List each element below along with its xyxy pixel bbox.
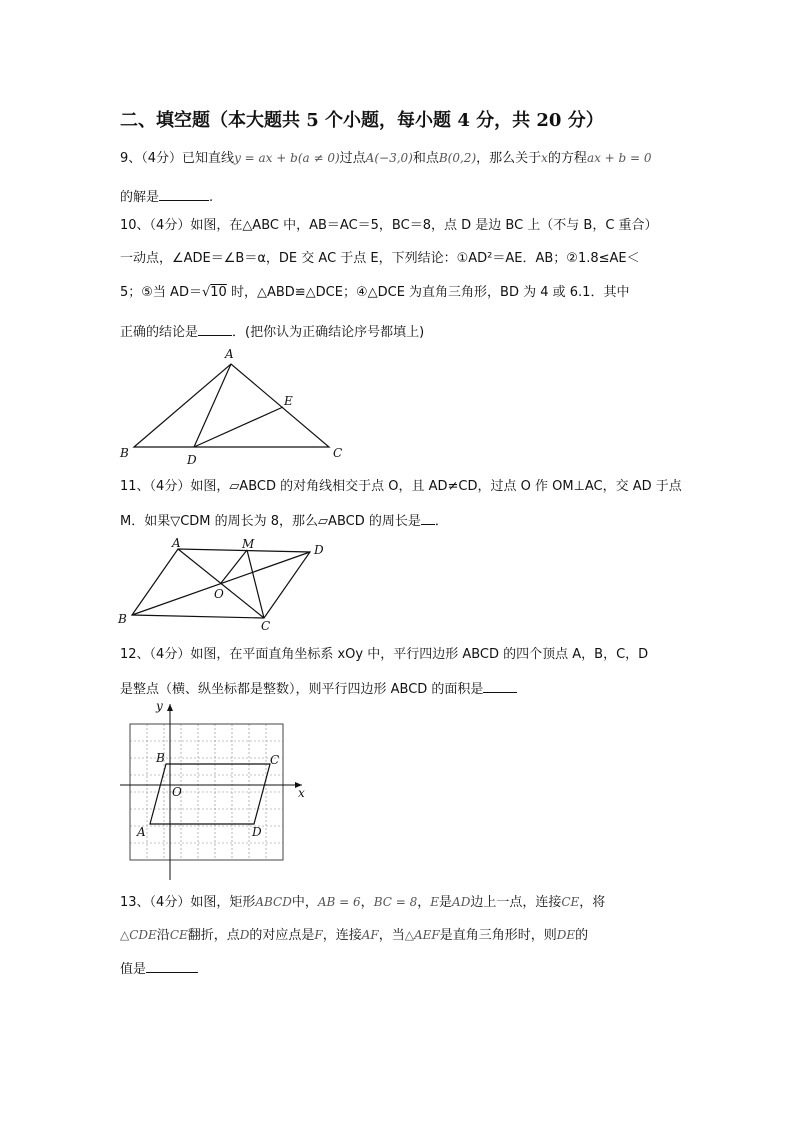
q13-point-f: F [314,928,323,942]
q9-text-5: 的方程 [547,151,587,166]
question-9-line-1 [120,149,652,168]
q13-point-d: D [239,928,250,942]
q13-text-2d: 的对应点是 [249,928,315,943]
label-o: O [214,587,224,601]
label-d: D [314,543,324,557]
q13-sep: ， [360,895,374,910]
q13-text-2f: ，当 [378,928,405,943]
q11-line-1: 11、（4分）如图，▱ABCD 的对角线相交于点 O，且 AD≠CD，过点 O 作 OM⊥AC，交 AD 于点 [120,479,682,494]
q13-line-2 [120,926,588,945]
label-c: C [261,619,271,632]
q13-segment-ce-2: CE [169,928,188,942]
q13-point-e: E [430,895,440,909]
q13-answer-blank[interactable] [146,958,198,973]
q9-text-7: . [209,190,214,205]
q12-answer-blank[interactable] [483,678,517,693]
q13-text-2c: 翻折，点 [187,928,240,943]
label-a: A [225,347,234,361]
label-d: D [252,825,262,839]
label-a: A [137,825,146,839]
q13-text-2b: 沿 [156,928,170,943]
q9-point-a: A(−3,0) [365,151,413,165]
label-b: B [120,446,129,460]
q10-line-3 [120,284,629,302]
q13-side-ad: AD [452,895,471,909]
label-d: D [187,453,197,467]
segment-de [194,407,283,447]
q13-text-1b: 中， [291,895,318,910]
q13-text-2h: 的 [575,928,589,943]
segment-ad [194,364,231,447]
q13-text-2e: ，连接 [322,928,362,943]
q12-line-2-text: 是整点（横、纵坐标都是整数），则平行四边形 ABCD 的面积是 [120,682,484,697]
label-m: M [242,537,255,551]
q10-line-2: 一动点，∠ADE＝∠B＝α，DE 交 AC 于点 E，下列结论：①AD²＝AE．AB；②1.8≤AE＜ [120,251,640,266]
q11-answer-blank[interactable] [421,510,435,525]
q13-text-2g: 是直角三角形时，则 [439,928,557,943]
sqrt-symbol: √ [201,285,211,300]
q9-line-equation: y = ax + b(a ≠ 0) [234,151,340,165]
q13-sep2: ， [417,895,431,910]
q12-line-1: 12、（4分）如图，在平面直角坐标系 xOy 中，平行四边形 ABCD 的四个顶点 A，B，C，D [120,647,649,662]
q13-line-1 [120,893,605,912]
question-9-line-2 [120,186,213,207]
q10-line-1: 10、（4分）如图，在△ABC 中，AB＝AC＝5，BC＝8，点 D 是边 BC 上（不与 B，C 重合） [120,218,658,233]
q9-text-3: 和点 [412,151,439,166]
q10-line-4 [120,321,424,342]
q10-line-4a: 正确的结论是 [120,325,199,340]
diagonal-bd [132,552,310,615]
q13-segment-af: AF [361,928,379,942]
q10-sqrt-value: 10 [210,285,227,300]
q13-segment-de: DE [556,928,576,942]
q11-line-2 [120,510,448,531]
label-y: y [156,699,163,713]
q13-bc-value: BC = 8 [373,895,418,909]
label-c: C [333,446,343,460]
label-x: x [298,786,305,800]
q13-triangle-cde: △CDE [120,928,157,942]
q13-text-1a: 13、（4分）如图，矩形 [120,895,256,910]
q9-number: 9、（4分） [120,151,183,166]
label-a: A [172,536,181,550]
y-axis-arrow [167,704,173,711]
q9-text-2: 过点 [339,151,366,166]
q9-text-4: ，那么关于 [476,151,542,166]
q10-line-3a: 5；⑤当 AD＝ [120,285,202,300]
q9-answer-blank[interactable] [159,186,209,201]
q9-text-1: 已知直线 [182,151,235,166]
q13-triangle-aef: △AEF [404,928,440,942]
triangle-abc [134,364,329,447]
segment-om [221,550,247,583]
q13-text-1e: ，将 [579,895,606,910]
q13-line-3 [120,958,198,979]
q11-line-2b: ． [434,514,448,529]
q13-segment-ce: CE [561,895,580,909]
q9-var-x: x [541,151,548,165]
q13-rect-abcd: ABCD [255,895,292,909]
q11-parallelogram-figure [110,532,340,632]
q11-line-2a: M．如果▽CDM 的周长为 8，那么▱ABCD 的周长是 [120,514,421,529]
label-b: B [156,751,165,765]
label-c: C [270,753,280,767]
q10-line-4b: ．(把你认为正确结论序号都填上) [232,325,425,340]
section-title: 二、填空题（本大题共 5 个小题，每小题 4 分，共 20 分） [120,110,604,131]
q10-answer-blank[interactable] [198,321,232,336]
q13-text-1d: 边上一点，连接 [470,895,562,910]
grid-lines [130,724,283,860]
q13-text-3: 值是 [120,962,147,977]
q9-point-b: B(0,2) [438,151,477,165]
q13-text-1c: 是 [439,895,453,910]
segment-mc [247,550,264,618]
q10-line-3b: 时，△ABD≌△DCE；④△DCE 为直角三角形，BD 为 4 或 6.1．其中 [226,285,630,300]
parallelogram-abcd [150,764,270,824]
label-o: O [172,785,182,799]
label-b: B [118,612,127,626]
q12-coordinate-grid-figure [120,696,320,880]
q9-text-6: 的解是 [120,190,160,205]
q13-ab-value: AB = 6 [317,895,361,909]
q10-triangle-figure [110,340,360,470]
q9-equation: ax + b = 0 [586,151,652,165]
label-e: E [284,394,293,408]
